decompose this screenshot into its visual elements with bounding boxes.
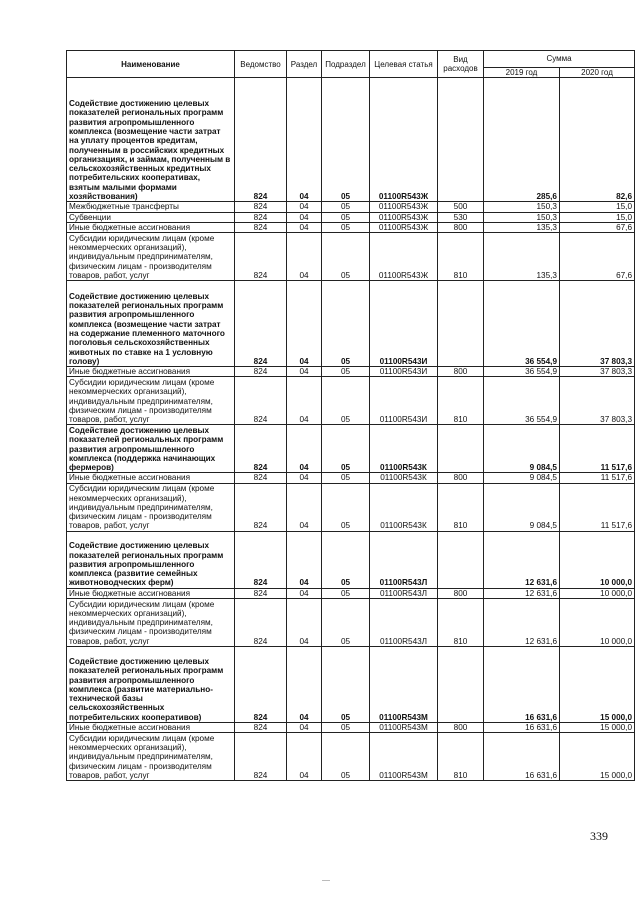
cell-csr: 01100R543Ж	[370, 233, 438, 281]
cell-y2019: 12 631,6	[484, 588, 560, 598]
cell-sec: 04	[287, 367, 322, 377]
header-section: Раздел	[287, 51, 322, 78]
cell-sub: 05	[322, 78, 370, 202]
cell-csr: 01100R543Л	[370, 531, 438, 588]
cell-sub: 05	[322, 647, 370, 723]
table-row	[67, 599, 635, 647]
cell-dept: 824	[235, 222, 287, 232]
cell-y2020: 82,6	[560, 78, 635, 202]
cell-csr: 01100R543Ж	[370, 212, 438, 222]
header-ministry: Ведомство	[235, 51, 287, 78]
cell-csr: 01100R543Ж	[370, 202, 438, 212]
cell-csr: 01100R543К	[370, 473, 438, 483]
cell-dept: 824	[235, 588, 287, 598]
cell-sub: 05	[322, 212, 370, 222]
cell-y2019: 36 554,9	[484, 367, 560, 377]
cell-vr	[438, 647, 484, 723]
cell-name: Содействие достижению целевых показателей региональных программ развития агропромышленного комплекса (развитие материально-технической базы сельскохозяйственных потребительских кооперативов)	[67, 647, 235, 723]
cell-sec: 04	[287, 212, 322, 222]
cell-sec: 04	[287, 647, 322, 723]
cell-dept: 824	[235, 233, 287, 281]
cell-csr: 01100R543М	[370, 733, 438, 781]
table-row	[67, 733, 635, 781]
cell-y2020: 15,0	[560, 212, 635, 222]
cell-name: Иные бюджетные ассигнования	[67, 723, 235, 733]
cell-vr: 810	[438, 483, 484, 531]
cell-y2020: 15 000,0	[560, 733, 635, 781]
cell-y2019: 150,3	[484, 202, 560, 212]
cell-sec: 04	[287, 588, 322, 598]
cell-y2019: 36 554,9	[484, 377, 560, 425]
cell-sub: 05	[322, 733, 370, 781]
cell-vr: 530	[438, 212, 484, 222]
cell-csr: 01100R543М	[370, 723, 438, 733]
cell-sub: 05	[322, 473, 370, 483]
cell-csr: 01100R543И	[370, 281, 438, 367]
cell-sec: 04	[287, 599, 322, 647]
cell-csr: 01100R543Ж	[370, 222, 438, 232]
cell-dept: 824	[235, 647, 287, 723]
cell-sub: 05	[322, 367, 370, 377]
cell-dept: 824	[235, 377, 287, 425]
table-row	[67, 222, 635, 232]
cell-dept: 824	[235, 367, 287, 377]
cell-y2020: 10 000,0	[560, 531, 635, 588]
cell-y2019: 9 084,5	[484, 483, 560, 531]
cell-csr: 01100R543Л	[370, 599, 438, 647]
cell-dept: 824	[235, 78, 287, 202]
table-row	[67, 425, 635, 473]
cell-name: Субсидии юридическим лицам (кроме некоммерческих организаций), индивидуальным предпринимателям, физическим лицам - производителям товаров, работ, услуг	[67, 599, 235, 647]
cell-y2019: 9 084,5	[484, 473, 560, 483]
cell-dept: 824	[235, 212, 287, 222]
cell-sec: 04	[287, 531, 322, 588]
cell-vr: 500	[438, 202, 484, 212]
cell-sec: 04	[287, 78, 322, 202]
header-2019: 2019 год	[484, 68, 560, 78]
table-row	[67, 281, 635, 367]
cell-name: Субсидии юридическим лицам (кроме некоммерческих организаций), индивидуальным предпринимателям, физическим лицам - производителям товаров, работ, услуг	[67, 483, 235, 531]
cell-name: Иные бюджетные ассигнования	[67, 367, 235, 377]
cell-vr	[438, 425, 484, 473]
cell-y2019: 12 631,6	[484, 599, 560, 647]
cell-vr: 800	[438, 473, 484, 483]
cell-csr: 01100R543Л	[370, 588, 438, 598]
cell-sec: 04	[287, 733, 322, 781]
table-body	[67, 78, 635, 781]
cell-y2020: 67,6	[560, 233, 635, 281]
table-row	[67, 202, 635, 212]
table-row	[67, 588, 635, 598]
cell-csr: 01100R543М	[370, 647, 438, 723]
cell-sub: 05	[322, 723, 370, 733]
cell-sub: 05	[322, 588, 370, 598]
cell-vr: 810	[438, 233, 484, 281]
cell-y2019: 16 631,6	[484, 723, 560, 733]
cell-sec: 04	[287, 281, 322, 367]
table-row	[67, 212, 635, 222]
table-row	[67, 78, 635, 202]
cell-sub: 05	[322, 483, 370, 531]
cell-sub: 05	[322, 531, 370, 588]
cell-name: Содействие достижению целевых показателей региональных программ развития агропромышленного комплекса (поддержка начинающих фермеров)	[67, 425, 235, 473]
cell-sub: 05	[322, 599, 370, 647]
cell-name: Субвенции	[67, 212, 235, 222]
table-row	[67, 233, 635, 281]
cell-vr: 800	[438, 367, 484, 377]
cell-vr	[438, 281, 484, 367]
cell-y2020: 67,6	[560, 222, 635, 232]
cell-y2019: 135,3	[484, 233, 560, 281]
cell-csr: 01100R543И	[370, 377, 438, 425]
cell-y2019: 285,6	[484, 78, 560, 202]
cell-vr: 810	[438, 377, 484, 425]
cell-sec: 04	[287, 233, 322, 281]
cell-y2020: 11 517,6	[560, 483, 635, 531]
table-row	[67, 377, 635, 425]
cell-name: Иные бюджетные ассигнования	[67, 473, 235, 483]
cell-sub: 05	[322, 377, 370, 425]
cell-dept: 824	[235, 483, 287, 531]
cell-name: Иные бюджетные ассигнования	[67, 588, 235, 598]
cell-dept: 824	[235, 733, 287, 781]
page-number: 339	[590, 829, 608, 843]
cell-sub: 05	[322, 281, 370, 367]
table-row	[67, 723, 635, 733]
header-sum: Сумма	[484, 51, 635, 68]
cell-name: Субсидии юридическим лицам (кроме некоммерческих организаций), индивидуальным предпринимателям, физическим лицам - производителям товаров, работ, услуг	[67, 377, 235, 425]
cell-y2019: 9 084,5	[484, 425, 560, 473]
cell-y2019: 135,3	[484, 222, 560, 232]
cell-dept: 824	[235, 281, 287, 367]
header-2020: 2020 год	[560, 68, 635, 78]
cell-y2020: 11 517,6	[560, 473, 635, 483]
cell-vr: 810	[438, 599, 484, 647]
scan-mark	[322, 880, 330, 881]
cell-name: Содействие достижению целевых показателей региональных программ развития агропромышленного комплекса (развитие семейных животноводческих ферм)	[67, 531, 235, 588]
cell-y2019: 16 631,6	[484, 647, 560, 723]
cell-sub: 05	[322, 233, 370, 281]
cell-sec: 04	[287, 377, 322, 425]
cell-y2019: 12 631,6	[484, 531, 560, 588]
cell-y2020: 10 000,0	[560, 588, 635, 598]
cell-sec: 04	[287, 723, 322, 733]
cell-vr: 800	[438, 222, 484, 232]
cell-dept: 824	[235, 202, 287, 212]
cell-csr: 01100R543К	[370, 483, 438, 531]
cell-dept: 824	[235, 723, 287, 733]
cell-y2020: 15,0	[560, 202, 635, 212]
cell-y2020: 15 000,0	[560, 723, 635, 733]
cell-name: Содействие достижению целевых показателей региональных программ развития агропромышленного комплекса (возмещение части затрат на уплату процентов кредитам, полученным в российских кредитных организациях, и займам, полученным в сельскохозяйственных кредитных потребительских кооперативах, взятым малыми формами хозяйствования)	[67, 78, 235, 202]
cell-y2020: 15 000,0	[560, 647, 635, 723]
budget-table	[66, 50, 635, 781]
header-expense-type: Вид расходов	[438, 51, 484, 78]
cell-y2020: 37 803,3	[560, 281, 635, 367]
cell-csr: 01100R543И	[370, 367, 438, 377]
table-row	[67, 483, 635, 531]
cell-y2019: 36 554,9	[484, 281, 560, 367]
cell-sec: 04	[287, 473, 322, 483]
cell-csr: 01100R543К	[370, 425, 438, 473]
cell-sub: 05	[322, 202, 370, 212]
header-name: Наименование	[67, 51, 235, 78]
header-subsection: Подраздел	[322, 51, 370, 78]
cell-name: Субсидии юридическим лицам (кроме некоммерческих организаций), индивидуальным предпринимателям, физическим лицам - производителям товаров, работ, услуг	[67, 233, 235, 281]
cell-y2019: 16 631,6	[484, 733, 560, 781]
cell-y2020: 37 803,3	[560, 367, 635, 377]
cell-y2020: 11 517,6	[560, 425, 635, 473]
table-row	[67, 647, 635, 723]
cell-csr: 01100R543Ж	[370, 78, 438, 202]
header-target: Целевая статья	[370, 51, 438, 78]
cell-sub: 05	[322, 222, 370, 232]
cell-sub: 05	[322, 425, 370, 473]
cell-dept: 824	[235, 531, 287, 588]
cell-dept: 824	[235, 599, 287, 647]
table-row	[67, 531, 635, 588]
cell-dept: 824	[235, 425, 287, 473]
cell-sec: 04	[287, 425, 322, 473]
cell-name: Иные бюджетные ассигнования	[67, 222, 235, 232]
cell-y2020: 10 000,0	[560, 599, 635, 647]
cell-vr: 810	[438, 733, 484, 781]
cell-vr	[438, 78, 484, 202]
table-row	[67, 473, 635, 483]
table-row	[67, 367, 635, 377]
cell-sec: 04	[287, 483, 322, 531]
cell-y2020: 37 803,3	[560, 377, 635, 425]
cell-vr: 800	[438, 723, 484, 733]
cell-dept: 824	[235, 473, 287, 483]
cell-sec: 04	[287, 222, 322, 232]
cell-vr: 800	[438, 588, 484, 598]
cell-name: Межбюджетные трансферты	[67, 202, 235, 212]
cell-sec: 04	[287, 202, 322, 212]
cell-name: Содействие достижению целевых показателей региональных программ развития агропромышленного комплекса (возмещение части затрат на содержание племенного маточного поголовья сельскохозяйственных животных по ставке на 1 условную голову)	[67, 281, 235, 367]
cell-y2019: 150,3	[484, 212, 560, 222]
cell-vr	[438, 531, 484, 588]
cell-name: Субсидии юридическим лицам (кроме некоммерческих организаций), индивидуальным предпринимателям, физическим лицам - производителям товаров, работ, услуг	[67, 733, 235, 781]
budget-table-sheet	[66, 50, 634, 781]
